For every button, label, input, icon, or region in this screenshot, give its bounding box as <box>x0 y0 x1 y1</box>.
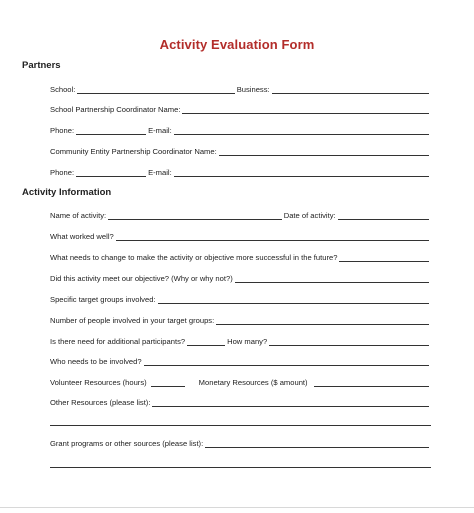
section-heading-activity: Activity Information <box>22 187 112 198</box>
monetary-resources-field[interactable] <box>314 378 429 387</box>
activity-name-label: Name of activity: <box>50 211 107 220</box>
people-count-field[interactable] <box>216 316 429 325</box>
needs-change-field[interactable] <box>339 253 429 262</box>
who-involved-row <box>50 355 431 367</box>
email-label-2: E-mail: <box>148 168 172 177</box>
other-resources-field[interactable] <box>152 398 429 407</box>
activity-date-label: Date of activity: <box>283 211 336 220</box>
email-field-2[interactable] <box>174 168 429 177</box>
needs-change-row <box>50 251 431 263</box>
activity-name-date-row <box>50 209 431 221</box>
other-resources-label: Other Resources (please list): <box>50 398 151 407</box>
phone-email-row-1 <box>50 124 431 136</box>
monetary-resources-label: Monetary Resources ($ amount) <box>198 378 308 387</box>
business-label: Business: <box>236 85 270 94</box>
phone-field-1[interactable] <box>76 126 146 135</box>
school-field[interactable] <box>77 85 234 94</box>
resources-row <box>50 376 431 388</box>
school-label: School: <box>50 85 76 94</box>
community-coordinator-row <box>50 145 431 157</box>
grant-programs-field[interactable] <box>205 439 429 448</box>
school-coordinator-label: School Partnership Coordinator Name: <box>50 105 181 114</box>
met-objective-field[interactable] <box>235 274 429 283</box>
phone-label-1: Phone: <box>50 126 75 135</box>
activity-name-field[interactable] <box>108 211 282 220</box>
who-involved-field[interactable] <box>144 357 429 366</box>
worked-well-field[interactable] <box>116 232 429 241</box>
how-many-label: How many? <box>227 337 268 346</box>
needs-change-label: What needs to change to make the activity or objective more successful in the future? <box>50 253 338 262</box>
email-field-1[interactable] <box>174 126 429 135</box>
phone-field-2[interactable] <box>76 168 146 177</box>
target-groups-label: Specific target groups involved: <box>50 295 156 304</box>
other-resources-extra-line[interactable] <box>50 425 431 426</box>
additional-participants-row <box>50 335 431 347</box>
community-coordinator-label: Community Entity Partnership Coordinator Name: <box>50 147 217 156</box>
activity-date-field[interactable] <box>338 211 429 220</box>
met-objective-label: Did this activity meet our objective? (Why or why not?) <box>50 274 233 283</box>
section-heading-partners: Partners <box>22 60 61 71</box>
additional-participants-label: Is there need for additional participants? <box>50 337 186 346</box>
page-divider <box>0 507 474 508</box>
grant-programs-label: Grant programs or other sources (please list): <box>50 439 204 448</box>
school-business-row <box>50 83 431 95</box>
additional-participants-field[interactable] <box>187 337 225 346</box>
target-groups-row <box>50 293 431 305</box>
how-many-field[interactable] <box>269 337 429 346</box>
business-field[interactable] <box>272 85 429 94</box>
worked-well-row <box>50 230 431 242</box>
grant-programs-row <box>50 437 431 449</box>
community-coordinator-field[interactable] <box>219 147 429 156</box>
volunteer-resources-field[interactable] <box>151 378 185 387</box>
phone-label-2: Phone: <box>50 168 75 177</box>
target-groups-field[interactable] <box>158 295 429 304</box>
met-objective-row <box>50 272 431 284</box>
email-label-1: E-mail: <box>148 126 172 135</box>
phone-email-row-2 <box>50 166 431 178</box>
grant-programs-extra-line[interactable] <box>50 467 431 468</box>
who-involved-label: Who needs to be involved? <box>50 357 142 366</box>
other-resources-row <box>50 396 431 408</box>
people-count-row <box>50 314 431 326</box>
volunteer-resources-label: Volunteer Resources (hours) <box>50 378 147 387</box>
school-coordinator-field[interactable] <box>182 105 429 114</box>
form-title: Activity Evaluation Form <box>159 37 315 52</box>
school-coordinator-row <box>50 103 431 115</box>
worked-well-label: What worked well? <box>50 232 114 241</box>
people-count-label: Number of people involved in your target groups: <box>50 316 215 325</box>
